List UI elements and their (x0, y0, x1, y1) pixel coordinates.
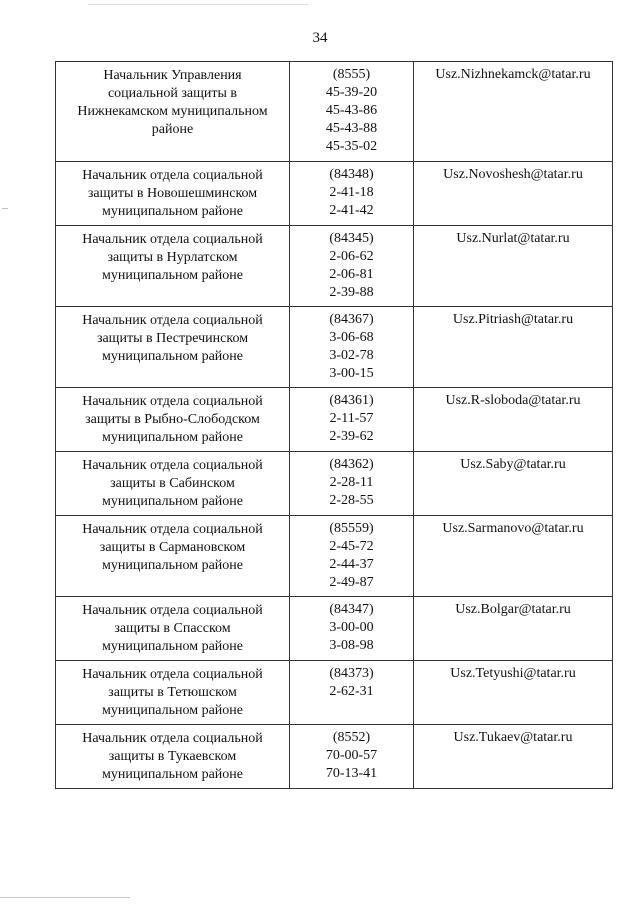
phone-number: 2-28-11 (329, 475, 374, 490)
email-cell (414, 516, 613, 597)
phone-numbers-cell (290, 452, 414, 516)
department-title-line: Начальник отдела социальной (82, 394, 263, 409)
phone-numbers-cell (290, 516, 414, 597)
email-cell (414, 661, 613, 725)
email-address: Usz.Sarmanovo@tatar.ru (442, 521, 584, 536)
email-cell (414, 307, 613, 388)
department-title-cell (56, 597, 290, 661)
department-title-line: защиты в Нурлатском (107, 250, 238, 265)
phone-number: 2-45-72 (329, 539, 374, 554)
department-title-cell (56, 452, 290, 516)
phone-number: 45-43-86 (325, 103, 378, 118)
phone-area-code: (85559) (329, 521, 374, 536)
phone-number: 2-06-62 (329, 249, 374, 264)
department-title-cell (56, 661, 290, 725)
department-title-line: муниципальном районе (101, 268, 244, 283)
phone-number: 2-41-18 (329, 185, 374, 200)
email-address: Usz.R-sloboda@tatar.ru (445, 393, 581, 408)
email-cell (414, 388, 613, 452)
department-title-cell (56, 307, 290, 388)
department-title-line: Нижнекамском муниципальном (77, 104, 268, 119)
phone-numbers-cell (290, 162, 414, 226)
phone-number: 2-49-87 (329, 575, 374, 590)
phone-area-code: (84361) (329, 393, 374, 408)
department-title-line: защиты в Тукаевском (108, 749, 237, 764)
phone-number: 2-62-31 (329, 684, 374, 699)
email-cell (414, 597, 613, 661)
department-title-cell (56, 725, 290, 789)
email-address: Usz.Pitriash@tatar.ru (452, 312, 574, 327)
page-number: 34 (312, 30, 328, 46)
department-title-line: защиты в Пестречинском (96, 331, 249, 346)
table-row (56, 62, 613, 162)
department-title-line: защиты в Новошешминском (87, 186, 258, 201)
department-title-line: муниципальном районе (101, 767, 244, 782)
department-title-line: муниципальном районе (101, 430, 244, 445)
scan-artifact-left (2, 208, 8, 209)
phone-number: 45-43-88 (325, 121, 378, 136)
phone-number: 45-35-02 (325, 139, 378, 154)
department-title-line: социальной защиты в (107, 86, 238, 101)
scan-artifact-top (88, 4, 308, 5)
department-title-line: Начальник отдела социальной (82, 522, 263, 537)
department-title-line: Начальник отдела социальной (82, 313, 263, 328)
phone-area-code: (84347) (329, 602, 374, 617)
department-title-line: муниципальном районе (101, 558, 244, 573)
department-title-line: защиты в Спасском (114, 621, 231, 636)
department-title-cell (56, 516, 290, 597)
phone-area-code: (84373) (329, 666, 374, 681)
email-address: Usz.Tukaev@tatar.ru (453, 730, 573, 745)
email-cell (414, 162, 613, 226)
email-address: Usz.Nurlat@tatar.ru (456, 231, 570, 246)
phone-number: 2-11-57 (329, 411, 374, 426)
email-cell (414, 452, 613, 516)
department-title-cell (56, 226, 290, 307)
contacts-table-body (56, 62, 613, 789)
table-row (56, 516, 613, 597)
phone-number: 3-08-98 (329, 638, 374, 653)
phone-area-code: (84348) (329, 167, 374, 182)
phone-numbers-cell (290, 725, 414, 789)
phone-number: 2-39-88 (329, 285, 374, 300)
department-title-cell (56, 62, 290, 162)
department-title-line: защиты в Сармановском (99, 540, 246, 555)
phone-number: 45-39-20 (325, 85, 378, 100)
department-title-line: муниципальном районе (101, 204, 244, 219)
table-row (56, 307, 613, 388)
contacts-table (55, 61, 613, 789)
department-title-line: муниципальном районе (101, 703, 244, 718)
table-row (56, 226, 613, 307)
phone-numbers-cell (290, 226, 414, 307)
phone-number: 2-28-55 (329, 493, 374, 508)
table-row (56, 597, 613, 661)
department-title-line: Начальник отдела социальной (82, 232, 263, 247)
department-title-line: Начальник отдела социальной (82, 667, 263, 682)
table-row (56, 452, 613, 516)
email-address: Usz.Tetyushi@tatar.ru (450, 666, 576, 681)
phone-area-code: (84345) (329, 231, 374, 246)
department-title-cell (56, 162, 290, 226)
department-title-line: защиты в Тетюшском (108, 685, 237, 700)
phone-number: 70-00-57 (325, 748, 378, 763)
phone-number: 3-00-15 (329, 366, 374, 381)
table-row (56, 725, 613, 789)
department-title-line: районе (151, 122, 194, 137)
email-address: Usz.Nizhnekamck@tatar.ru (435, 67, 591, 82)
phone-number: 70-13-41 (325, 766, 378, 781)
phone-numbers-cell (290, 307, 414, 388)
phone-number: 2-06-81 (329, 267, 374, 282)
email-address: Usz.Novoshesh@tatar.ru (443, 167, 583, 182)
email-address: Usz.Saby@tatar.ru (460, 457, 566, 472)
phone-area-code: (84367) (329, 312, 374, 327)
department-title-line: Начальник отдела социальной (82, 603, 263, 618)
phone-numbers-cell (290, 661, 414, 725)
department-title-line: защиты в Рыбно-Слободском (85, 412, 260, 427)
department-title-line: муниципальном районе (101, 639, 244, 654)
phone-area-code: (8552) (332, 730, 371, 745)
phone-number: 2-39-62 (329, 429, 374, 444)
phone-numbers-cell (290, 388, 414, 452)
department-title-cell (56, 388, 290, 452)
phone-number: 3-00-00 (329, 620, 374, 635)
table-row (56, 162, 613, 226)
table-row (56, 661, 613, 725)
phone-numbers-cell (290, 62, 414, 162)
department-title-line: Начальник отдела социальной (82, 168, 263, 183)
email-cell (414, 62, 613, 162)
department-title-line: муниципальном районе (101, 494, 244, 509)
phone-number: 3-06-68 (329, 330, 374, 345)
email-cell (414, 725, 613, 789)
department-title-line: Начальник Управления (103, 68, 242, 83)
table-row (56, 388, 613, 452)
phone-number: 3-02-78 (329, 348, 374, 363)
phone-area-code: (84362) (329, 457, 374, 472)
email-address: Usz.Bolgar@tatar.ru (455, 602, 571, 617)
department-title-line: Начальник отдела социальной (82, 731, 263, 746)
phone-numbers-cell (290, 597, 414, 661)
phone-number: 2-44-37 (329, 557, 374, 572)
email-cell (414, 226, 613, 307)
scan-artifact-bottom (0, 897, 130, 898)
phone-area-code: (8555) (332, 67, 371, 82)
department-title-line: защиты в Сабинском (110, 476, 235, 491)
department-title-line: Начальник отдела социальной (82, 458, 263, 473)
department-title-line: муниципальном районе (101, 349, 244, 364)
phone-number: 2-41-42 (329, 203, 374, 218)
